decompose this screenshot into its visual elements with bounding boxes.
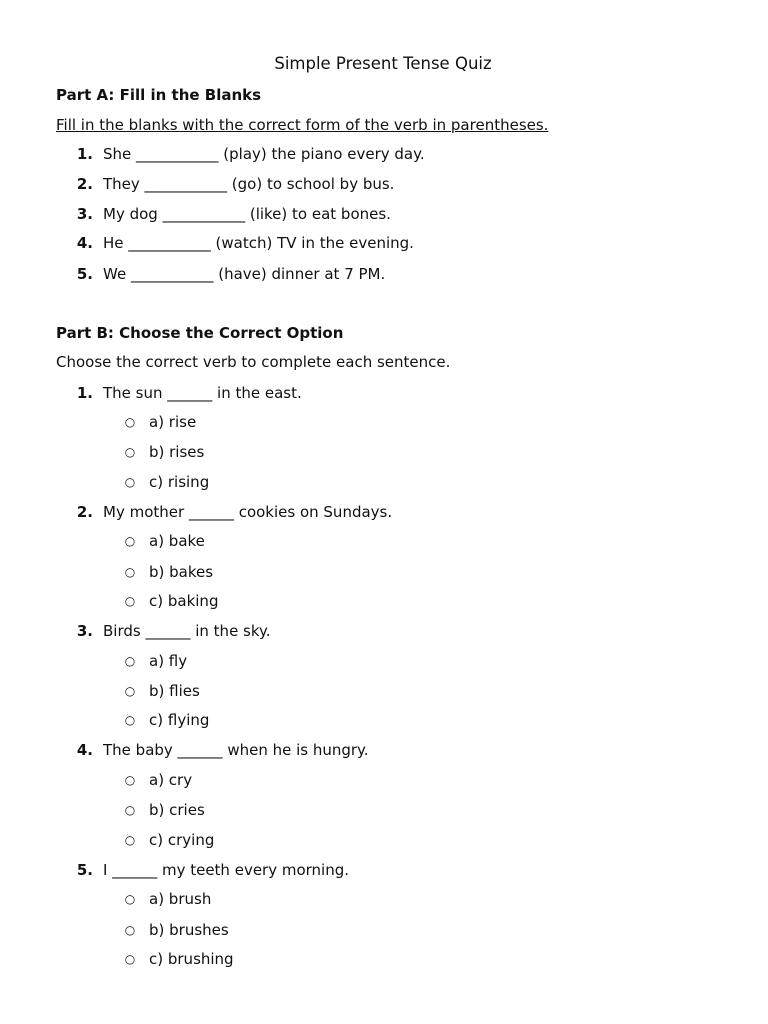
option-item bbox=[0, 442, 768, 462]
list-item bbox=[0, 502, 768, 522]
option-item bbox=[0, 681, 768, 701]
option-item bbox=[0, 830, 768, 850]
option-text: a) cry bbox=[149, 771, 193, 789]
option-text: b) brushes bbox=[149, 921, 229, 939]
option-item bbox=[0, 800, 768, 820]
circle-bullet-icon: ○ bbox=[124, 684, 136, 698]
circle-bullet-icon: ○ bbox=[124, 475, 136, 489]
option-text: b) cries bbox=[149, 801, 205, 819]
question-text: Birds ______ in the sky. bbox=[103, 622, 271, 640]
item-number: 1. bbox=[76, 145, 93, 163]
item-text: We ___________ (have) dinner at 7 PM. bbox=[103, 265, 386, 283]
option-item bbox=[0, 770, 768, 790]
list-item bbox=[0, 621, 768, 641]
circle-bullet-icon: ○ bbox=[124, 534, 136, 548]
part-b-instruction: Choose the correct verb to complete each sentence. bbox=[56, 353, 451, 371]
circle-bullet-icon: ○ bbox=[124, 803, 136, 817]
part-a-instruction: Fill in the blanks with the correct form of the verb in parentheses. bbox=[56, 116, 549, 134]
option-text: c) brushing bbox=[149, 950, 234, 968]
item-text: My dog ___________ (like) to eat bones. bbox=[103, 205, 391, 223]
option-item bbox=[0, 651, 768, 671]
item-number: 4. bbox=[76, 234, 93, 252]
option-item bbox=[0, 412, 768, 432]
option-item bbox=[0, 949, 768, 969]
list-item bbox=[0, 740, 768, 760]
question-text: I ______ my teeth every morning. bbox=[103, 861, 350, 879]
list-item bbox=[0, 233, 768, 253]
option-text: a) bake bbox=[149, 532, 205, 550]
page-title: Simple Present Tense Quiz bbox=[274, 54, 492, 73]
question-text: My mother ______ cookies on Sundays. bbox=[103, 503, 393, 521]
option-text: c) flying bbox=[149, 711, 210, 729]
option-text: c) rising bbox=[149, 473, 210, 491]
circle-bullet-icon: ○ bbox=[124, 923, 136, 937]
option-item bbox=[0, 920, 768, 940]
option-item bbox=[0, 710, 768, 730]
circle-bullet-icon: ○ bbox=[124, 594, 136, 608]
option-text: c) baking bbox=[149, 592, 219, 610]
question-number: 5. bbox=[76, 861, 93, 879]
question-number: 3. bbox=[76, 622, 93, 640]
part-b-heading: Part B: Choose the Correct Option bbox=[56, 324, 344, 342]
option-item bbox=[0, 591, 768, 611]
option-text: a) rise bbox=[149, 413, 197, 431]
item-text: They ___________ (go) to school by bus. bbox=[103, 175, 395, 193]
option-text: c) crying bbox=[149, 831, 215, 849]
list-item bbox=[0, 383, 768, 403]
option-item bbox=[0, 562, 768, 582]
item-text: She ___________ (play) the piano every day. bbox=[103, 145, 425, 163]
option-text: b) flies bbox=[149, 682, 200, 700]
circle-bullet-icon: ○ bbox=[124, 952, 136, 966]
circle-bullet-icon: ○ bbox=[124, 445, 136, 459]
option-text: b) bakes bbox=[149, 563, 214, 581]
question-text: The sun ______ in the east. bbox=[103, 384, 302, 402]
option-item bbox=[0, 889, 768, 909]
item-number: 5. bbox=[76, 265, 93, 283]
list-item bbox=[0, 144, 768, 164]
item-number: 3. bbox=[76, 205, 93, 223]
part-a-heading: Part A: Fill in the Blanks bbox=[56, 86, 262, 104]
item-text: He ___________ (watch) TV in the evening. bbox=[103, 234, 414, 252]
option-text: a) fly bbox=[149, 652, 188, 670]
list-item bbox=[0, 204, 768, 224]
option-item bbox=[0, 472, 768, 492]
circle-bullet-icon: ○ bbox=[124, 713, 136, 727]
question-number: 2. bbox=[76, 503, 93, 521]
option-text: a) brush bbox=[149, 890, 212, 908]
list-item bbox=[0, 264, 768, 284]
option-text: b) rises bbox=[149, 443, 205, 461]
circle-bullet-icon: ○ bbox=[124, 833, 136, 847]
question-number: 4. bbox=[76, 741, 93, 759]
list-item bbox=[0, 860, 768, 880]
question-text: The baby ______ when he is hungry. bbox=[103, 741, 369, 759]
question-number: 1. bbox=[76, 384, 93, 402]
circle-bullet-icon: ○ bbox=[124, 565, 136, 579]
list-item bbox=[0, 174, 768, 194]
option-item bbox=[0, 531, 768, 551]
circle-bullet-icon: ○ bbox=[124, 892, 136, 906]
circle-bullet-icon: ○ bbox=[124, 654, 136, 668]
circle-bullet-icon: ○ bbox=[124, 415, 136, 429]
item-number: 2. bbox=[76, 175, 93, 193]
circle-bullet-icon: ○ bbox=[124, 773, 136, 787]
